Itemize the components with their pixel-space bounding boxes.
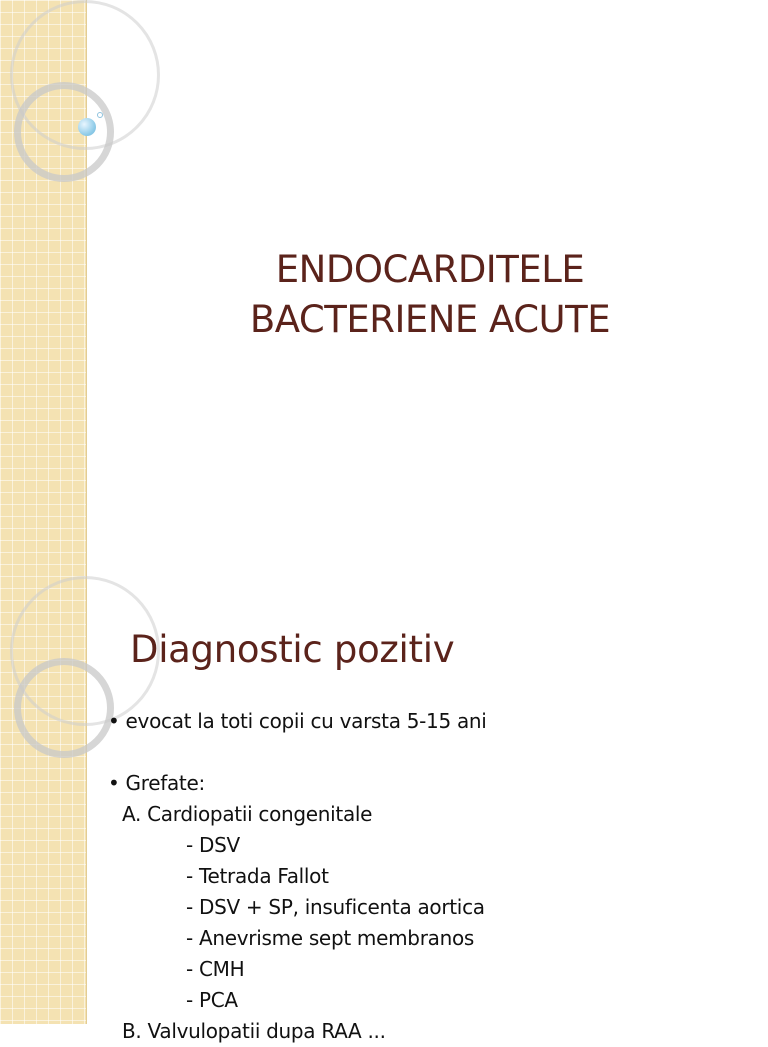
list-item: - DSV + SP, insuficenta aortica	[186, 895, 485, 919]
list-item: - CMH	[186, 957, 245, 981]
sub-bullet-item: A. Cardiopatii congenitale	[122, 802, 373, 826]
list-item: - Tetrada Fallot	[186, 864, 329, 888]
bullet-list	[108, 706, 758, 1047]
decorative-side-strip	[0, 0, 87, 576]
slide-heading: Diagnostic pozitiv	[130, 628, 455, 671]
bubble-decoration	[78, 118, 96, 136]
content-slide	[0, 576, 768, 1043]
slide-title-line: ENDOCARDITELE	[275, 248, 585, 291]
decorative-side-strip	[0, 576, 87, 1024]
list-item: - DSV	[186, 833, 240, 857]
decorative-ring	[14, 658, 114, 758]
list-item: - Anevrisme sept membranos	[186, 926, 475, 950]
list-item: - PCA	[186, 988, 238, 1012]
cut-off-line: B. Valvulopatii dupa RAA ...	[122, 1019, 386, 1043]
decorative-ring	[14, 82, 114, 182]
bubble-decoration-small	[97, 112, 103, 118]
slide-title	[150, 245, 710, 345]
bullet-item: • evocat la toti copii cu varsta 5-15 ani	[108, 709, 487, 733]
slide-title-line: BACTERIENE ACUTE	[249, 298, 611, 341]
bullet-item: • Grefate:	[108, 771, 205, 795]
